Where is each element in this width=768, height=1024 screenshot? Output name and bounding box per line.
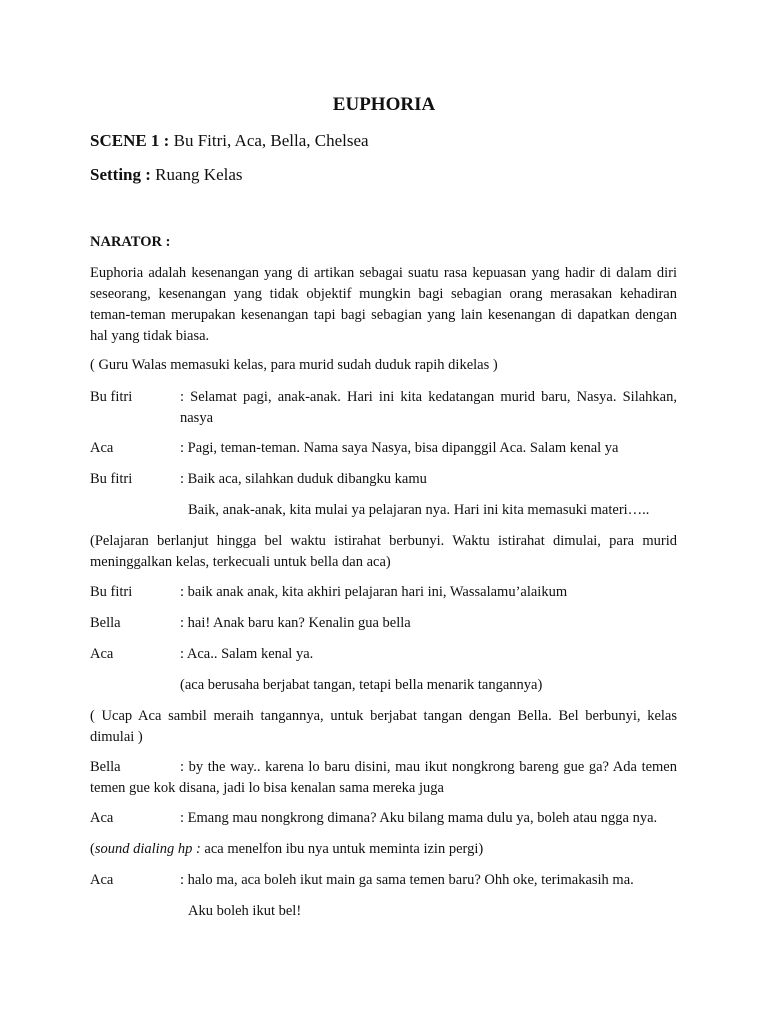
setting-label: Setting : [90,165,151,184]
scene-heading [90,131,369,151]
dialogue-text: : Selamat pagi, anak-anak. Hari ini kita kedatangan murid baru, Nasya. Silahkan, nasya [180,389,677,426]
dialogue-line [90,438,677,459]
stage-open-paren: ( [90,841,95,857]
narration-paragraph: Euphoria adalah kesenangan yang di artikan sebagai suatu rasa kepuasan yang hadir di dalam diri seseorang, kesenangan yang tidak objektif mungkin bagi sebagian orang merasakan kehadiran teman-teman merupakan kesenangan tapi bagi sebagian yang lain kesenangan di dapatkan dengan hal yang tidak biasa. [90,265,677,344]
speaker-name: Bu fitri [90,584,133,600]
scene-characters: Bu Fitri, Aca, Bella, Chelsea [169,131,369,150]
dialogue-text: : Pagi, teman-teman. Nama saya Nasya, bisa dipanggil Aca. Salam kenal ya [180,440,619,456]
speaker-name: Bella [90,615,121,631]
speaker-name: Aca [90,440,114,456]
dialogue-line [90,644,677,665]
dialogue-line [90,757,677,799]
stage-sound-cue: sound dialing hp : [94,841,201,857]
dialogue-line [90,808,677,829]
dialogue-line [90,387,677,429]
scene-label: SCENE 1 : [90,131,170,150]
dialogue-continuation: (aca berusaha berjabat tangan, tetapi bella menarik tangannya) [180,677,543,693]
speaker-name: Aca [90,646,114,662]
stage-direction: ( Guru Walas memasuki kelas, para murid sudah duduk rapih dikelas ) [90,357,498,373]
dialogue-line [90,582,677,603]
setting-heading [90,165,243,185]
speaker-name: Bu fitri [90,471,133,487]
script-title: EUPHORIA [332,94,436,115]
dialogue-text: : hai! Anak baru kan? Kenalin gua bella [180,615,411,631]
setting-value: Ruang Kelas [150,165,243,184]
dialogue-text: : by the way.. karena lo baru disini, mau ikut nongkrong bareng gue ga? Ada temen temen gue kok disana, jadi lo bisa kenalan sama mereka juga [90,759,677,796]
stage-text: aca menelfon ibu nya untuk meminta izin pergi) [200,841,484,857]
dialogue-text: : halo ma, aca boleh ikut main ga sama temen baru? Ohh oke, terimakasih ma. [180,872,634,888]
dialogue-text: : Aca.. Salam kenal ya. [180,646,314,662]
dialogue-line [90,613,677,634]
dialogue-continuation: Baik, anak-anak, kita mulai ya pelajaran nya. Hari ini kita memasuki materi….. [188,502,650,518]
dialogue-text: : Baik aca, silahkan duduk dibangku kamu [180,471,427,487]
stage-direction: ( Ucap Aca sambil meraih tangannya, untuk berjabat tangan dengan Bella. Bel berbunyi, kelas dimulai ) [90,708,677,745]
speaker-name: Bella [90,759,121,775]
dialogue-text: : Emang mau nongkrong dimana? Aku bilang mama dulu ya, boleh atau ngga nya. [180,810,658,826]
narator-label: NARATOR : [90,234,171,250]
speaker-name: Aca [90,872,114,888]
dialogue-line [90,870,677,891]
speaker-name: Aca [90,810,114,826]
speaker-name: Bu fitri [90,389,133,405]
dialogue-continuation: Aku boleh ikut bel! [188,903,302,919]
stage-direction: (Pelajaran berlanjut hingga bel waktu istirahat berbunyi. Waktu istirahat dimulai, para murid meninggalkan kelas, terkecuali untuk bella dan aca) [90,533,677,570]
stage-direction [90,839,677,860]
dialogue-text: : baik anak anak, kita akhiri pelajaran hari ini, Wassalamu’alaikum [180,584,568,600]
dialogue-line [90,469,677,490]
